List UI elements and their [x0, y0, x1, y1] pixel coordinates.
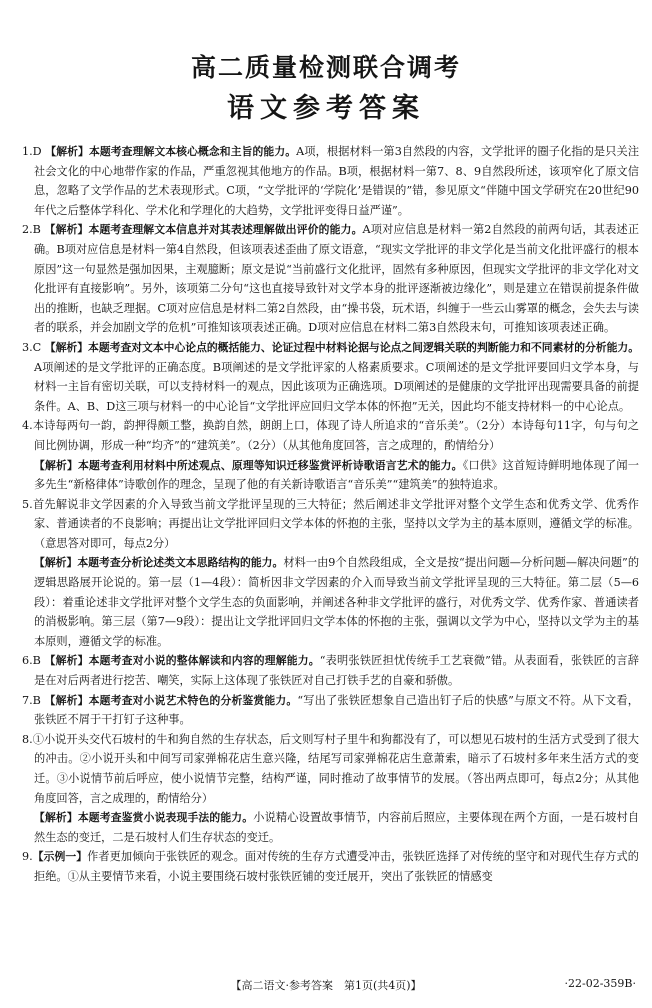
- answer-number: 4.: [22, 419, 33, 433]
- analysis-tag: 【解析】本题考查对小说的整体解读和内容的理解能力。: [44, 654, 320, 668]
- analysis-text: 材料一由9个自然段组成，全文是按“提出问题—分析问题—解决问题”的逻辑思路展开论说的。第一层（1—4段）：简析因非文学因素的介入而导致当前文学批评呈现的三大特征。第二层（5—6段）：着重论述非文学批评对整个文学生态的负面影响，并阐述各种非文学批评的盛行，对优秀文学、优秀作家、普通读者的消极影响。第三层（第7—9段）：提出让文学批评回归文学本体的怀抱的主张，强调以文学为中心，坚持以文学为主的基本原则，遵循文学的标准。: [34, 556, 640, 648]
- analysis-tag: 【解析】本题考查理解文本信息并对其表述理解做出评价的能力。: [44, 223, 363, 237]
- analysis-text: 小说精心设置故事情节，内容前后照应，主要体现在两个方面，一是石坡村自然生态的变迁，二是石坡村人们生存状态的变迁。: [34, 811, 639, 844]
- answer-item: [22, 220, 639, 338]
- analysis-tag: 【解析】本题考查分析论述类文本思路结构的能力。: [34, 556, 284, 570]
- analysis-tag: 【解析】本题考查对文本中心论点的概括能力、论证过程中材料论据与论点之间逻辑关联的判断能力和不同素材的分析能力。: [44, 340, 640, 354]
- analysis-tag: 【解析】本题考查鉴赏小说表现手法的能力。: [34, 811, 254, 825]
- analysis-paragraph: [22, 456, 639, 495]
- answer-text: 本诗每两句一韵，韵押得颇工整，换韵自然，朗朗上口，体现了诗人所追求的“音乐美”。（2分）本诗每句11字，句与句之间比例协调，形成一种“均齐”的“建筑美”。（2分）（从其他角度回答，言之成理的，酌情给分）: [32, 419, 639, 452]
- answer-item: [22, 142, 639, 220]
- answer-number: 8.: [22, 732, 33, 746]
- answer-text: A项，根据材料一第3自然段的内容，文学批评的圈子化指的是只关注社会文化的中心地带作家的作品，严重忽视其他地方的作品。B项，根据材料一第7、8、9自然段所述，该项窄化了原文信息，忽略了文学作品的艺术表现形式。C项，“文学批评的‘学院化’是错误的”错，参见原文“伴随中国文学研究在20世纪90年代之后整体学科化、学术化和学理化的大趋势，文学批评变得日益严谨”。: [34, 145, 640, 217]
- answer-text: A项阐述的是文学批评的正确态度。B项阐述的是文学批评家的人格素质要求。C项阐述的是文学批评要回归文学本身，与材料一主旨有密切关联，可以支持材料一的观点，因此该项为正确选项。D项阐述的是健康的文学批评出现需要具备的前提条件。A、B、D这三项与材料一的中心论旨“文学批评应回归文学本体的怀抱”无关，因此均不能支持材料一的中心论点。: [34, 360, 639, 413]
- answer-item: [22, 651, 639, 690]
- analysis-paragraph: [22, 553, 639, 651]
- answer-item: [22, 338, 639, 416]
- answer-number: 6.B: [22, 654, 41, 668]
- answer-item: [22, 495, 639, 554]
- document-subtitle: 语文参考答案: [227, 93, 425, 124]
- analysis-tag: 【解析】本题考查利用材料中所述观点、原理等知识迁移鉴赏评析诗歌语言艺术的能力。: [34, 458, 463, 472]
- answer-number: 9.: [22, 850, 33, 864]
- answer-number: 7.B: [22, 693, 41, 707]
- answer-text: 作者更加倾向于张铁匠的观念。面对传统的生存方式遭受冲击，张铁匠选择了对传统的坚守和对现代生存方式的拒绝。①从主要情节来看，小说主要围绕石坡村张铁匠铺的变迁展开，突出了张铁匠的情感变: [34, 850, 639, 883]
- answer-text: “表明张铁匠担忧传统手工艺衰微”错。从表面看，张铁匠的言辞是在对后两者进行挖苦、嘲笑，实际上这体现了张铁匠对自己打铁手艺的自豪和骄傲。: [34, 654, 639, 688]
- analysis-text: 《口供》这首短诗鲜明地体现了闻一多先生“新格律体”诗歌创作的理念，呈现了他的有关新诗歌语言“音乐美”“建筑美”的独特追求。: [34, 458, 639, 492]
- answer-item: [22, 691, 639, 730]
- answer-item: [22, 416, 639, 455]
- document-code: ·22-02-359B·: [564, 977, 636, 990]
- page-footer: [0, 977, 652, 995]
- answer-number: 2.B: [22, 223, 41, 237]
- answer-item: [22, 847, 639, 886]
- document-title: 高二质量检测联合调考: [190, 53, 461, 82]
- answer-text: “写出了张铁匠想象自己造出钉子后的快感”与原文不符。从下文看，张铁匠不屑于干打钉子这种事。: [34, 693, 639, 727]
- answer-number: 5.: [22, 497, 33, 511]
- answer-text: A项对应信息是材料一第2自然段的前两句话，其表述正确。B项对应信息是材料一第4自然段，但该项表述歪曲了原文语意，“现实文学批评的非文学化是当前文化批评盛行的根本原因”这一句显然是强加因果，主观臆断；原文是说“当前盛行文化批评，固然有多种原因，但现实文学批评的非文学化对文化批评有直接影响”。另外，该项第二分句“这也直接导致针对文学本身的批评逐渐被边缘化”，则是建立在错误前提条件做出的推断，也缺乏理据。C项对应信息是材料二第2自然段，由“操书袋，玩术语，纠缠于一些云山雾罩的概念，会失去与读者的联系，并会加剧文学的危机”可推知该项表述正确。D项对应信息在材料二第3自然段末句，可推知该项表述正确。: [34, 223, 640, 335]
- analysis-tag: 【解析】本题考查对小说艺术特色的分析鉴赏能力。: [44, 693, 298, 707]
- page-number-label: 【高二语文·参考答案 第1页(共4页)】: [230, 979, 422, 992]
- analysis-paragraph: [22, 808, 639, 847]
- analysis-tag: 【解析】本题考查理解文本核心概念和主旨的能力。: [45, 145, 297, 158]
- answer-text: 首先解说非文学因素的介入导致当前文学批评呈现的三大特征；然后阐述非文学批评对整个文学生态和优秀文学、优秀作家、普通读者的不良影响；再提出让文学批评回归文学本体的怀抱的主张，坚持以文学为主的基本原则，遵循文学的标准。（意思答对即可，每点2分）: [32, 497, 639, 550]
- answer-list: [22, 142, 639, 887]
- answer-number: 1.D: [22, 145, 42, 158]
- example-tag: 【示例一】: [32, 850, 88, 864]
- answer-item: [22, 730, 639, 808]
- answer-text: ①小说开头交代石坡村的牛和狗自然的生存状态，后文则写村子里牛和狗都没有了，可以想见石坡村的生活方式受到了很大的冲击。②小说开头和中间写司家弹棉花店生意兴隆，结尾写司家弹棉花店生意萧索，暗示了石坡村多年来生活方式的变迁。③小说情节前后呼应，使小说情节完整，结构严谨，同时推动了故事情节的发展。（答出两点即可，每点2分；从其他角度回答，言之成理的，酌情给分）: [32, 732, 639, 805]
- answer-number: 3.C: [22, 340, 42, 354]
